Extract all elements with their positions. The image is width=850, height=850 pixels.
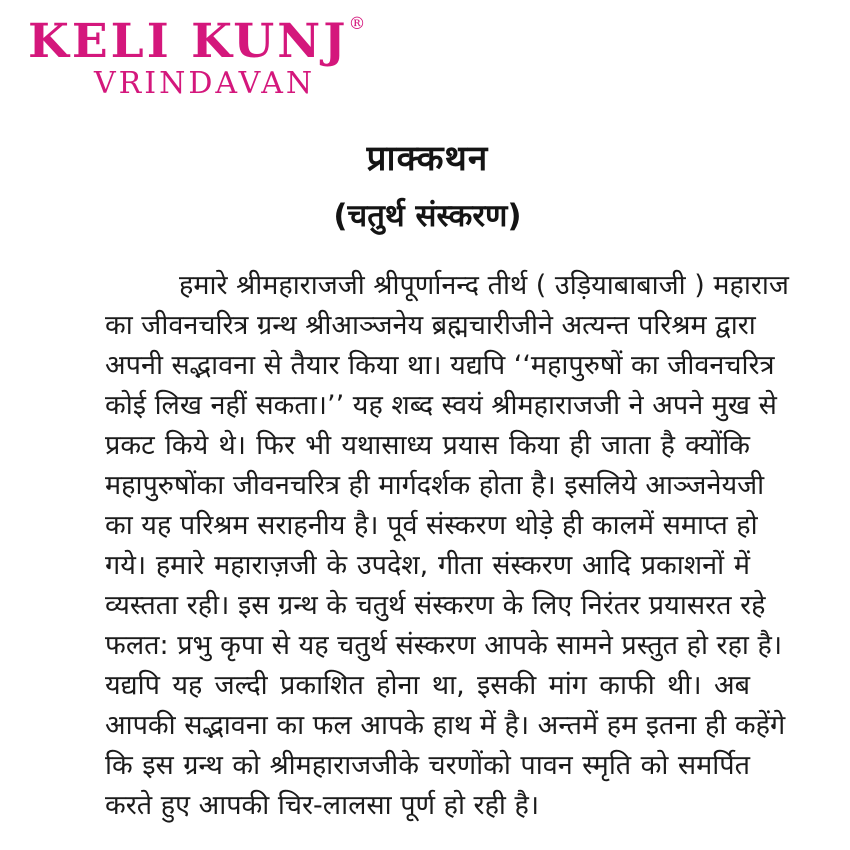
paragraph-line: व्यस्तता रही। इस ग्रन्थ के चतुर्थ संस्करण के लिए निरंतर प्रयासरत रहे — [105, 590, 766, 621]
preface-paragraph — [105, 266, 789, 826]
page-subtitle: (चतुर्थ संस्करण) — [333, 198, 522, 234]
paragraph-line: का यह परिश्रम सराहनीय है। पूर्व संस्करण थोड़े ही कालमें समाप्त हो — [105, 510, 758, 541]
logo-subtitle: VRINDAVAN — [94, 66, 316, 101]
heading-block — [105, 134, 750, 236]
paragraph-line: कि इस ग्रन्थ को श्रीमहाराजजीके चरणोंको पावन स्मृति को समर्पित — [105, 750, 750, 781]
paragraph-line: हमारे श्रीमहाराजजी श्रीपूर्णानन्द तीर्थ ( उड़ियाबाबाजी ) महाराज — [179, 270, 789, 301]
page-title: प्राक्कथन — [366, 139, 489, 179]
paragraph-line: आपकी सद्भावना का फल आपके हाथ में है। अन्तमें हम इतना ही कहेंगे — [105, 710, 786, 741]
paragraph-line: कोई लिख नहीं सकता।’’ यह शब्द स्वयं श्रीमहाराजजी ने अपने मुख से — [105, 390, 777, 421]
paragraph-line: फलत: प्रभु कृपा से यह चतुर्थ संस्करण आपके सामने प्रस्तुत हो रहा है। — [105, 630, 783, 661]
paragraph-line: प्रकट किये थे। फिर भी यथासाध्य प्रयास किया ही जाता है क्योंकि — [105, 430, 750, 461]
logo-title-text: KELI KUNJ — [28, 14, 349, 69]
paragraph-line: गये। हमारे महाराज़जी के उपदेश, गीता संस्करण आदि प्रकाशनों में — [105, 550, 750, 581]
paragraph-line: अपनी सद्भावना से तैयार किया था। यद्यपि ‘‘महापुरुषों का जीवनचरित्र — [105, 350, 775, 381]
paragraph-line: करते हुए आपकी चिर-लालसा पूर्ण हो रही है। — [105, 790, 540, 821]
registered-trademark-icon: ® — [348, 14, 366, 34]
paragraph-line: महापुरुषोंका जीवनचरित्र ही मार्गदर्शक होता है। इसलिये आञ्जनेयजी — [105, 470, 765, 501]
logo-title — [28, 14, 366, 69]
publisher-logo — [28, 16, 365, 99]
paragraph-line: यद्यपि यह जल्दी प्रकाशित होना था, इसकी मांग काफी थी। अब — [105, 670, 750, 701]
paragraph-line: का जीवनचरित्र ग्रन्थ श्रीआञ्जनेय ब्रह्मचारीजीने अत्यन्त परिश्रम द्वारा — [105, 310, 756, 341]
